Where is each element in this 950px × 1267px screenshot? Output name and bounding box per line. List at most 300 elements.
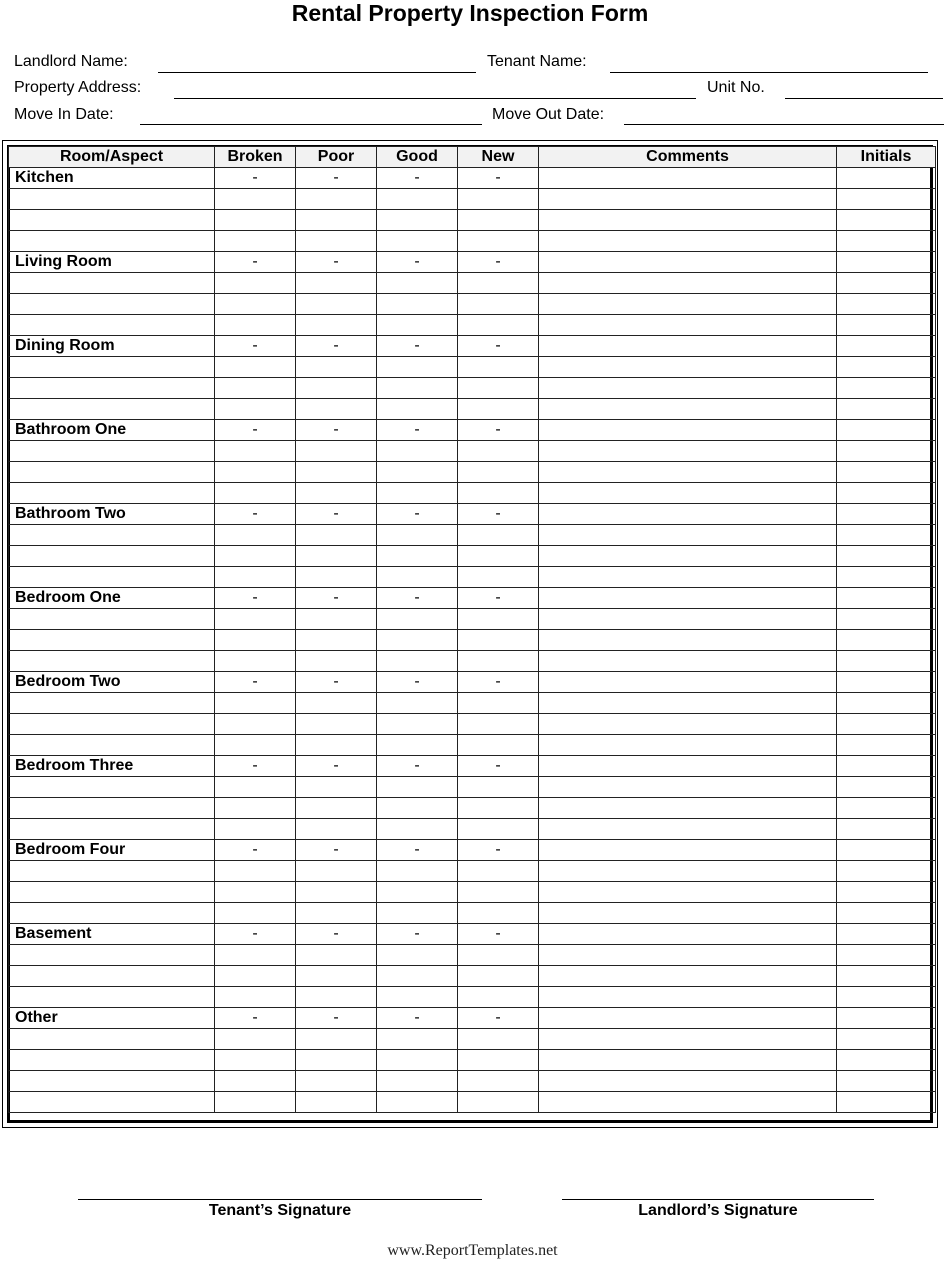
room-cell[interactable] — [9, 777, 215, 798]
good-cell[interactable] — [377, 231, 458, 252]
poor-cell[interactable] — [296, 1071, 377, 1092]
new-cell[interactable] — [458, 630, 539, 651]
new-cell[interactable]: - — [458, 588, 539, 609]
broken-cell[interactable] — [215, 462, 296, 483]
room-cell[interactable] — [9, 1092, 215, 1113]
comments-cell[interactable] — [539, 1029, 837, 1050]
new-cell[interactable] — [458, 945, 539, 966]
good-cell[interactable]: - — [377, 504, 458, 525]
broken-cell[interactable] — [215, 483, 296, 504]
new-cell[interactable] — [458, 714, 539, 735]
initials-cell[interactable] — [837, 168, 936, 189]
good-cell[interactable] — [377, 273, 458, 294]
poor-cell[interactable]: - — [296, 840, 377, 861]
new-cell[interactable] — [458, 315, 539, 336]
room-cell[interactable] — [9, 462, 215, 483]
initials-cell[interactable] — [837, 273, 936, 294]
good-cell[interactable] — [377, 777, 458, 798]
poor-cell[interactable]: - — [296, 504, 377, 525]
initials-cell[interactable] — [837, 357, 936, 378]
new-cell[interactable] — [458, 651, 539, 672]
initials-cell[interactable] — [837, 1029, 936, 1050]
good-cell[interactable] — [377, 735, 458, 756]
broken-cell[interactable] — [215, 798, 296, 819]
comments-cell[interactable] — [539, 735, 837, 756]
new-cell[interactable]: - — [458, 756, 539, 777]
good-cell[interactable] — [377, 567, 458, 588]
comments-cell[interactable] — [539, 588, 837, 609]
comments-cell[interactable] — [539, 399, 837, 420]
good-cell[interactable] — [377, 861, 458, 882]
comments-cell[interactable] — [539, 966, 837, 987]
room-cell[interactable] — [9, 714, 215, 735]
initials-cell[interactable] — [837, 483, 936, 504]
comments-cell[interactable] — [539, 861, 837, 882]
broken-cell[interactable]: - — [215, 588, 296, 609]
broken-cell[interactable] — [215, 693, 296, 714]
comments-cell[interactable] — [539, 651, 837, 672]
new-cell[interactable] — [458, 819, 539, 840]
good-cell[interactable] — [377, 1050, 458, 1071]
initials-cell[interactable] — [837, 756, 936, 777]
broken-cell[interactable] — [215, 651, 296, 672]
initials-cell[interactable] — [837, 378, 936, 399]
comments-cell[interactable] — [539, 231, 837, 252]
room-cell[interactable] — [9, 441, 215, 462]
broken-cell[interactable]: - — [215, 672, 296, 693]
room-cell[interactable] — [9, 1029, 215, 1050]
comments-cell[interactable] — [539, 714, 837, 735]
landlord-name-field[interactable] — [158, 72, 476, 73]
broken-cell[interactable] — [215, 777, 296, 798]
broken-cell[interactable] — [215, 903, 296, 924]
room-cell[interactable] — [9, 1050, 215, 1071]
broken-cell[interactable] — [215, 1050, 296, 1071]
poor-cell[interactable]: - — [296, 924, 377, 945]
initials-cell[interactable] — [837, 210, 936, 231]
comments-cell[interactable] — [539, 252, 837, 273]
initials-cell[interactable] — [837, 588, 936, 609]
poor-cell[interactable] — [296, 819, 377, 840]
broken-cell[interactable] — [215, 441, 296, 462]
good-cell[interactable] — [377, 210, 458, 231]
room-cell[interactable] — [9, 189, 215, 210]
poor-cell[interactable]: - — [296, 168, 377, 189]
poor-cell[interactable]: - — [296, 672, 377, 693]
comments-cell[interactable] — [539, 945, 837, 966]
poor-cell[interactable] — [296, 693, 377, 714]
good-cell[interactable] — [377, 441, 458, 462]
broken-cell[interactable] — [215, 567, 296, 588]
new-cell[interactable] — [458, 273, 539, 294]
good-cell[interactable]: - — [377, 420, 458, 441]
good-cell[interactable]: - — [377, 252, 458, 273]
room-cell[interactable] — [9, 525, 215, 546]
comments-cell[interactable] — [539, 567, 837, 588]
poor-cell[interactable] — [296, 462, 377, 483]
poor-cell[interactable] — [296, 861, 377, 882]
good-cell[interactable] — [377, 1029, 458, 1050]
move-out-date-field[interactable] — [624, 124, 944, 125]
room-cell[interactable] — [9, 693, 215, 714]
broken-cell[interactable] — [215, 1071, 296, 1092]
comments-cell[interactable] — [539, 1050, 837, 1071]
new-cell[interactable] — [458, 609, 539, 630]
comments-cell[interactable] — [539, 462, 837, 483]
new-cell[interactable] — [458, 1071, 539, 1092]
good-cell[interactable] — [377, 294, 458, 315]
good-cell[interactable] — [377, 798, 458, 819]
new-cell[interactable]: - — [458, 672, 539, 693]
initials-cell[interactable] — [837, 735, 936, 756]
new-cell[interactable]: - — [458, 420, 539, 441]
initials-cell[interactable] — [837, 966, 936, 987]
new-cell[interactable] — [458, 567, 539, 588]
initials-cell[interactable] — [837, 315, 936, 336]
broken-cell[interactable]: - — [215, 336, 296, 357]
poor-cell[interactable] — [296, 378, 377, 399]
new-cell[interactable] — [458, 903, 539, 924]
room-cell[interactable] — [9, 357, 215, 378]
good-cell[interactable]: - — [377, 756, 458, 777]
room-cell[interactable] — [9, 630, 215, 651]
comments-cell[interactable] — [539, 609, 837, 630]
broken-cell[interactable] — [215, 294, 296, 315]
poor-cell[interactable] — [296, 441, 377, 462]
comments-cell[interactable] — [539, 798, 837, 819]
new-cell[interactable] — [458, 1092, 539, 1113]
comments-cell[interactable] — [539, 357, 837, 378]
comments-cell[interactable] — [539, 315, 837, 336]
comments-cell[interactable] — [539, 273, 837, 294]
room-cell[interactable] — [9, 651, 215, 672]
initials-cell[interactable] — [837, 546, 936, 567]
broken-cell[interactable]: - — [215, 252, 296, 273]
broken-cell[interactable] — [215, 861, 296, 882]
tenant-name-field[interactable] — [610, 72, 928, 73]
poor-cell[interactable] — [296, 273, 377, 294]
broken-cell[interactable] — [215, 1092, 296, 1113]
initials-cell[interactable] — [837, 567, 936, 588]
new-cell[interactable]: - — [458, 840, 539, 861]
new-cell[interactable] — [458, 462, 539, 483]
broken-cell[interactable] — [215, 966, 296, 987]
new-cell[interactable] — [458, 357, 539, 378]
new-cell[interactable] — [458, 861, 539, 882]
room-cell[interactable] — [9, 861, 215, 882]
initials-cell[interactable] — [837, 672, 936, 693]
landlord-signature-line[interactable] — [562, 1199, 874, 1200]
broken-cell[interactable]: - — [215, 840, 296, 861]
move-in-date-field[interactable] — [140, 124, 482, 125]
initials-cell[interactable] — [837, 693, 936, 714]
broken-cell[interactable] — [215, 273, 296, 294]
broken-cell[interactable] — [215, 609, 296, 630]
comments-cell[interactable] — [539, 672, 837, 693]
tenant-signature-line[interactable] — [78, 1199, 482, 1200]
new-cell[interactable] — [458, 210, 539, 231]
poor-cell[interactable]: - — [296, 336, 377, 357]
initials-cell[interactable] — [837, 399, 936, 420]
initials-cell[interactable] — [837, 903, 936, 924]
comments-cell[interactable] — [539, 420, 837, 441]
initials-cell[interactable] — [837, 189, 936, 210]
property-address-field[interactable] — [174, 98, 696, 99]
good-cell[interactable] — [377, 630, 458, 651]
comments-cell[interactable] — [539, 777, 837, 798]
poor-cell[interactable] — [296, 903, 377, 924]
room-cell[interactable] — [9, 945, 215, 966]
new-cell[interactable] — [458, 231, 539, 252]
broken-cell[interactable] — [215, 819, 296, 840]
initials-cell[interactable] — [837, 1071, 936, 1092]
good-cell[interactable] — [377, 693, 458, 714]
comments-cell[interactable] — [539, 1008, 837, 1029]
poor-cell[interactable] — [296, 735, 377, 756]
new-cell[interactable] — [458, 441, 539, 462]
good-cell[interactable] — [377, 483, 458, 504]
good-cell[interactable] — [377, 987, 458, 1008]
new-cell[interactable] — [458, 798, 539, 819]
comments-cell[interactable] — [539, 483, 837, 504]
good-cell[interactable] — [377, 819, 458, 840]
comments-cell[interactable] — [539, 903, 837, 924]
initials-cell[interactable] — [837, 336, 936, 357]
good-cell[interactable]: - — [377, 672, 458, 693]
comments-cell[interactable] — [539, 504, 837, 525]
comments-cell[interactable] — [539, 987, 837, 1008]
room-cell[interactable] — [9, 483, 215, 504]
comments-cell[interactable] — [539, 1071, 837, 1092]
new-cell[interactable] — [458, 693, 539, 714]
initials-cell[interactable] — [837, 252, 936, 273]
initials-cell[interactable] — [837, 840, 936, 861]
initials-cell[interactable] — [837, 1008, 936, 1029]
poor-cell[interactable]: - — [296, 756, 377, 777]
broken-cell[interactable] — [215, 525, 296, 546]
poor-cell[interactable] — [296, 189, 377, 210]
broken-cell[interactable] — [215, 945, 296, 966]
good-cell[interactable]: - — [377, 588, 458, 609]
unit-no-field[interactable] — [785, 98, 943, 99]
room-cell[interactable] — [9, 819, 215, 840]
poor-cell[interactable] — [296, 546, 377, 567]
room-cell[interactable] — [9, 231, 215, 252]
initials-cell[interactable] — [837, 1050, 936, 1071]
new-cell[interactable]: - — [458, 504, 539, 525]
comments-cell[interactable] — [539, 840, 837, 861]
room-cell[interactable] — [9, 399, 215, 420]
broken-cell[interactable] — [215, 210, 296, 231]
poor-cell[interactable] — [296, 210, 377, 231]
new-cell[interactable] — [458, 294, 539, 315]
broken-cell[interactable] — [215, 399, 296, 420]
broken-cell[interactable] — [215, 1029, 296, 1050]
poor-cell[interactable] — [296, 882, 377, 903]
good-cell[interactable] — [377, 462, 458, 483]
broken-cell[interactable]: - — [215, 504, 296, 525]
comments-cell[interactable] — [539, 294, 837, 315]
poor-cell[interactable] — [296, 231, 377, 252]
poor-cell[interactable] — [296, 483, 377, 504]
initials-cell[interactable] — [837, 924, 936, 945]
new-cell[interactable] — [458, 189, 539, 210]
good-cell[interactable] — [377, 546, 458, 567]
room-cell[interactable] — [9, 378, 215, 399]
initials-cell[interactable] — [837, 525, 936, 546]
initials-cell[interactable] — [837, 945, 936, 966]
initials-cell[interactable] — [837, 630, 936, 651]
comments-cell[interactable] — [539, 924, 837, 945]
poor-cell[interactable]: - — [296, 252, 377, 273]
new-cell[interactable] — [458, 882, 539, 903]
broken-cell[interactable]: - — [215, 1008, 296, 1029]
initials-cell[interactable] — [837, 714, 936, 735]
initials-cell[interactable] — [837, 231, 936, 252]
initials-cell[interactable] — [837, 819, 936, 840]
new-cell[interactable]: - — [458, 168, 539, 189]
comments-cell[interactable] — [539, 630, 837, 651]
room-cell[interactable] — [9, 567, 215, 588]
room-cell[interactable] — [9, 273, 215, 294]
good-cell[interactable] — [377, 357, 458, 378]
good-cell[interactable] — [377, 399, 458, 420]
new-cell[interactable]: - — [458, 1008, 539, 1029]
comments-cell[interactable] — [539, 546, 837, 567]
poor-cell[interactable] — [296, 651, 377, 672]
new-cell[interactable] — [458, 987, 539, 1008]
initials-cell[interactable] — [837, 294, 936, 315]
broken-cell[interactable] — [215, 546, 296, 567]
room-cell[interactable] — [9, 882, 215, 903]
poor-cell[interactable] — [296, 945, 377, 966]
broken-cell[interactable] — [215, 189, 296, 210]
poor-cell[interactable] — [296, 294, 377, 315]
good-cell[interactable] — [377, 378, 458, 399]
comments-cell[interactable] — [539, 525, 837, 546]
comments-cell[interactable] — [539, 693, 837, 714]
broken-cell[interactable] — [215, 987, 296, 1008]
initials-cell[interactable] — [837, 987, 936, 1008]
comments-cell[interactable] — [539, 210, 837, 231]
broken-cell[interactable] — [215, 630, 296, 651]
new-cell[interactable] — [458, 1050, 539, 1071]
new-cell[interactable]: - — [458, 336, 539, 357]
comments-cell[interactable] — [539, 336, 837, 357]
new-cell[interactable] — [458, 735, 539, 756]
good-cell[interactable]: - — [377, 840, 458, 861]
comments-cell[interactable] — [539, 189, 837, 210]
initials-cell[interactable] — [837, 882, 936, 903]
room-cell[interactable] — [9, 798, 215, 819]
new-cell[interactable] — [458, 1029, 539, 1050]
good-cell[interactable] — [377, 609, 458, 630]
poor-cell[interactable] — [296, 987, 377, 1008]
room-cell[interactable] — [9, 987, 215, 1008]
good-cell[interactable] — [377, 189, 458, 210]
new-cell[interactable] — [458, 378, 539, 399]
comments-cell[interactable] — [539, 378, 837, 399]
room-cell[interactable] — [9, 294, 215, 315]
broken-cell[interactable] — [215, 714, 296, 735]
poor-cell[interactable]: - — [296, 588, 377, 609]
new-cell[interactable] — [458, 399, 539, 420]
new-cell[interactable] — [458, 546, 539, 567]
new-cell[interactable] — [458, 777, 539, 798]
initials-cell[interactable] — [837, 504, 936, 525]
initials-cell[interactable] — [837, 861, 936, 882]
broken-cell[interactable] — [215, 735, 296, 756]
initials-cell[interactable] — [837, 651, 936, 672]
broken-cell[interactable]: - — [215, 420, 296, 441]
good-cell[interactable]: - — [377, 924, 458, 945]
initials-cell[interactable] — [837, 798, 936, 819]
poor-cell[interactable] — [296, 1029, 377, 1050]
initials-cell[interactable] — [837, 777, 936, 798]
poor-cell[interactable] — [296, 777, 377, 798]
poor-cell[interactable] — [296, 525, 377, 546]
broken-cell[interactable]: - — [215, 924, 296, 945]
good-cell[interactable]: - — [377, 168, 458, 189]
poor-cell[interactable] — [296, 567, 377, 588]
good-cell[interactable] — [377, 966, 458, 987]
broken-cell[interactable] — [215, 231, 296, 252]
room-cell[interactable] — [9, 735, 215, 756]
broken-cell[interactable]: - — [215, 756, 296, 777]
good-cell[interactable] — [377, 1092, 458, 1113]
initials-cell[interactable] — [837, 420, 936, 441]
room-cell[interactable] — [9, 903, 215, 924]
poor-cell[interactable]: - — [296, 420, 377, 441]
good-cell[interactable] — [377, 315, 458, 336]
comments-cell[interactable] — [539, 168, 837, 189]
initials-cell[interactable] — [837, 441, 936, 462]
poor-cell[interactable] — [296, 399, 377, 420]
poor-cell[interactable]: - — [296, 1008, 377, 1029]
comments-cell[interactable] — [539, 819, 837, 840]
initials-cell[interactable] — [837, 1092, 936, 1113]
room-cell[interactable] — [9, 210, 215, 231]
poor-cell[interactable] — [296, 714, 377, 735]
new-cell[interactable]: - — [458, 252, 539, 273]
good-cell[interactable] — [377, 525, 458, 546]
new-cell[interactable] — [458, 525, 539, 546]
poor-cell[interactable] — [296, 1050, 377, 1071]
broken-cell[interactable] — [215, 378, 296, 399]
poor-cell[interactable] — [296, 315, 377, 336]
new-cell[interactable] — [458, 966, 539, 987]
room-cell[interactable] — [9, 966, 215, 987]
comments-cell[interactable] — [539, 1092, 837, 1113]
comments-cell[interactable] — [539, 882, 837, 903]
room-cell[interactable] — [9, 315, 215, 336]
broken-cell[interactable]: - — [215, 168, 296, 189]
poor-cell[interactable] — [296, 630, 377, 651]
room-cell[interactable] — [9, 546, 215, 567]
initials-cell[interactable] — [837, 609, 936, 630]
room-cell[interactable] — [9, 1071, 215, 1092]
broken-cell[interactable] — [215, 357, 296, 378]
broken-cell[interactable] — [215, 882, 296, 903]
new-cell[interactable]: - — [458, 924, 539, 945]
broken-cell[interactable] — [215, 315, 296, 336]
poor-cell[interactable] — [296, 357, 377, 378]
comments-cell[interactable] — [539, 756, 837, 777]
poor-cell[interactable] — [296, 798, 377, 819]
good-cell[interactable]: - — [377, 1008, 458, 1029]
poor-cell[interactable] — [296, 966, 377, 987]
initials-cell[interactable] — [837, 462, 936, 483]
